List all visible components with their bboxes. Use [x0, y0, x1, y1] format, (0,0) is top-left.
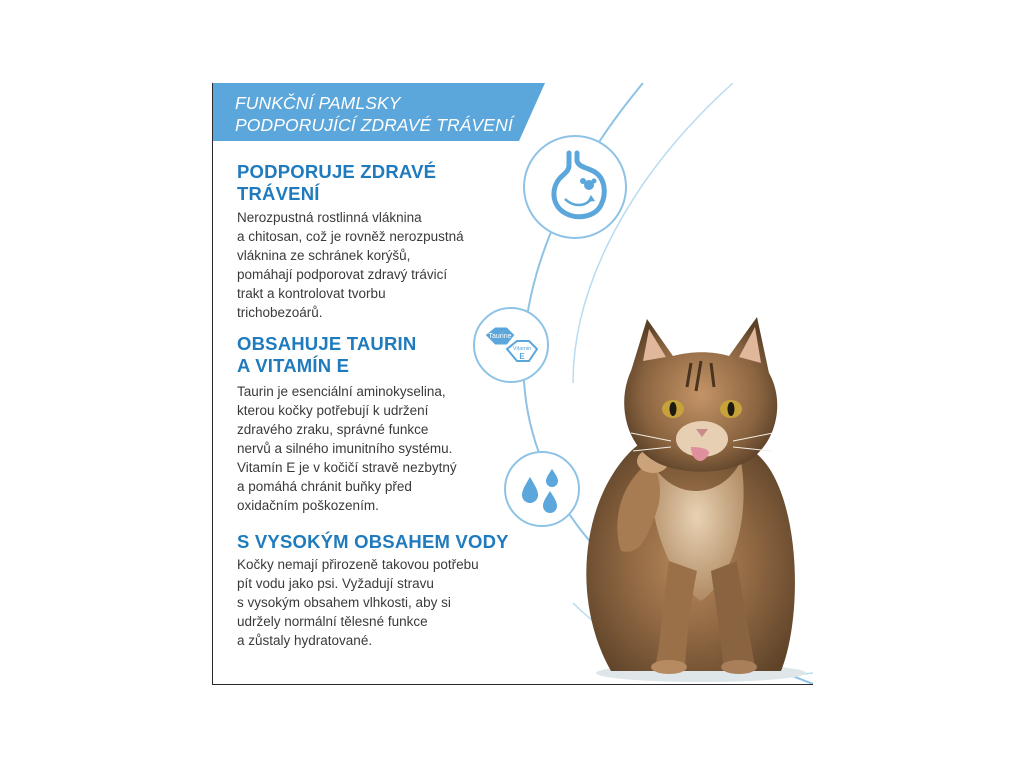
text-line: trakt a kontrolovat tvorbu	[237, 286, 386, 301]
vitamin-label: Vitamin	[512, 346, 532, 352]
section-title-line: TRÁVENÍ	[237, 183, 320, 204]
section-title-digestion	[237, 161, 436, 205]
section-title-line: A VITAMÍN E	[237, 355, 350, 376]
stomach-icon-graphic	[525, 137, 625, 237]
taurine-vitamin-icon	[473, 307, 549, 383]
text-line: nervů a silného imunitního systému.	[237, 441, 453, 456]
text-line: udržely normální tělesné funkce	[237, 614, 428, 629]
banner-title-line1: FUNKČNÍ PAMLSKY	[235, 93, 401, 113]
vitamin-letter-label: E	[519, 352, 525, 361]
text-line: pomáhají podporovat zdravý trávicí	[237, 267, 448, 282]
text-line: oxidačním poškozením.	[237, 498, 379, 513]
text-line: Nerozpustná rostlinná vláknina	[237, 210, 422, 225]
text-line: a pomáhá chránit buňky před	[237, 479, 412, 494]
section-text-digestion	[237, 208, 464, 322]
section-title-water	[237, 531, 509, 553]
banner-title-line2: PODPORUJÍCÍ ZDRAVÉ TRÁVENÍ	[235, 115, 513, 135]
text-line: kterou kočky potřebují k udržení	[237, 403, 429, 418]
text-line: vláknina ze schránek korýšů,	[237, 248, 411, 263]
taurine-label: Taurine	[488, 333, 512, 340]
banner-title	[235, 92, 513, 136]
section-title-line: PODPORUJE ZDRAVÉ	[237, 161, 437, 182]
text-line: pít vodu jako psi. Vyžadují stravu	[237, 576, 434, 591]
text-line: s vysokým obsahem vlhkosti, aby si	[237, 595, 451, 610]
text-line: Taurin je esenciální aminokyselina,	[237, 384, 446, 399]
section-title-line: S VYSOKÝM OBSAHEM VODY	[237, 531, 509, 552]
header-banner	[213, 83, 553, 143]
section-text-taurine	[237, 382, 457, 515]
hexagon-badges-graphic	[475, 309, 547, 381]
text-line: Kočky nemají přirozeně takovou potřebu	[237, 557, 479, 572]
section-title-taurine	[237, 333, 416, 377]
text-line: a chitosan, což je rovněž nerozpustná	[237, 229, 464, 244]
stomach-icon	[523, 135, 627, 239]
infographic-panel	[212, 83, 813, 685]
text-line: zdravého zraku, správné funkce	[237, 422, 429, 437]
section-title-line: OBSAHUJE TAURIN	[237, 333, 417, 354]
text-line: trichobezoárů.	[237, 305, 323, 320]
section-text-water	[237, 555, 479, 650]
cat-photo	[551, 301, 813, 684]
text-line: a zůstaly hydratované.	[237, 633, 373, 648]
text-line: Vitamín E je v kočičí stravě nezbytný	[237, 460, 457, 475]
